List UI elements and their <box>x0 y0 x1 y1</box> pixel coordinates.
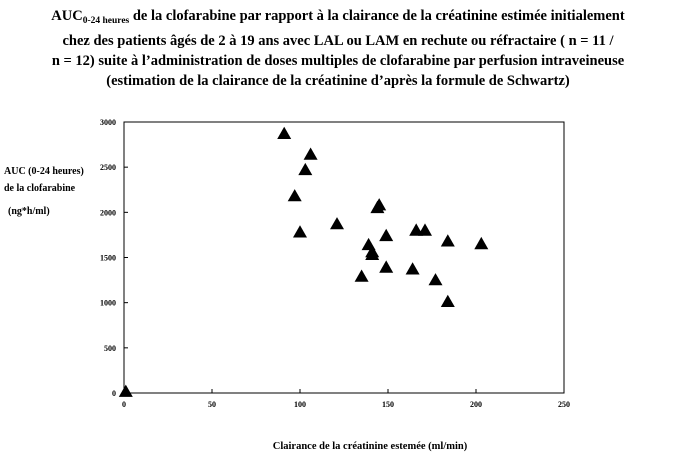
data-point-triangle <box>288 189 302 201</box>
data-point-triangle <box>379 229 393 241</box>
data-point-triangle <box>379 260 393 272</box>
x-tick-label: 250 <box>558 400 570 409</box>
x-tick-label: 50 <box>208 400 216 409</box>
y-tick-label: 2500 <box>100 163 116 173</box>
data-point-triangle <box>418 223 432 235</box>
title-line-2: chez des patients âgés de 2 à 19 ans avec LAL ou LAM en rechute ou réfractaire ( n = 11 / <box>62 33 614 49</box>
title-auc: AUC <box>51 8 83 24</box>
title-line-4: (estimation de la clairance de la créatinine d’après la formule de Schwartz) <box>106 73 570 89</box>
data-point-triangle <box>277 127 291 139</box>
y-tick-label: 500 <box>104 343 116 353</box>
x-axis-label: Clairance de la créatinine estemée (ml/min) <box>272 441 468 452</box>
data-point-triangle <box>441 295 455 307</box>
plot-frame <box>124 122 564 393</box>
data-point-triangle <box>441 234 455 246</box>
x-tick-label: 0 <box>122 400 126 409</box>
y-tick-label: 2000 <box>100 208 116 218</box>
y-axis-label <box>4 166 84 217</box>
data-point-triangle <box>304 148 318 160</box>
x-tick-label: 150 <box>382 400 394 409</box>
y-tick-label: 1500 <box>100 253 116 263</box>
x-tick-label: 100 <box>294 400 306 409</box>
data-point-triangle <box>293 225 307 237</box>
data-points <box>119 127 489 397</box>
title-line-1-rest: de la clofarabine par rapport à la clairance de la créatinine estimée initialement <box>129 8 625 24</box>
title-line-3: n = 12) suite à l’administration de doses multiples de clofarabine par perfusion intraveineuse <box>51 53 625 69</box>
data-point-triangle <box>474 237 488 249</box>
y-axis-label-line-1: AUC (0-24 heures) <box>4 166 84 177</box>
y-axis-label-line-2: de la clofarabine <box>4 183 76 194</box>
title-auc-subscript: 0-24 heures <box>82 16 130 26</box>
y-tick-label: 1000 <box>100 298 116 308</box>
y-tick-label: 3000 <box>100 118 116 127</box>
data-point-triangle <box>406 262 420 274</box>
data-point-triangle <box>429 273 443 285</box>
data-point-triangle <box>298 163 312 175</box>
x-tick-label: 200 <box>470 400 482 409</box>
data-point-triangle <box>355 270 369 282</box>
y-axis-label-line-3: (ng*h/ml) <box>8 206 50 217</box>
x-axis-ticks <box>122 389 570 409</box>
y-tick-label: 0 <box>112 389 116 398</box>
data-point-triangle <box>330 217 344 229</box>
data-point-triangle <box>119 385 133 397</box>
